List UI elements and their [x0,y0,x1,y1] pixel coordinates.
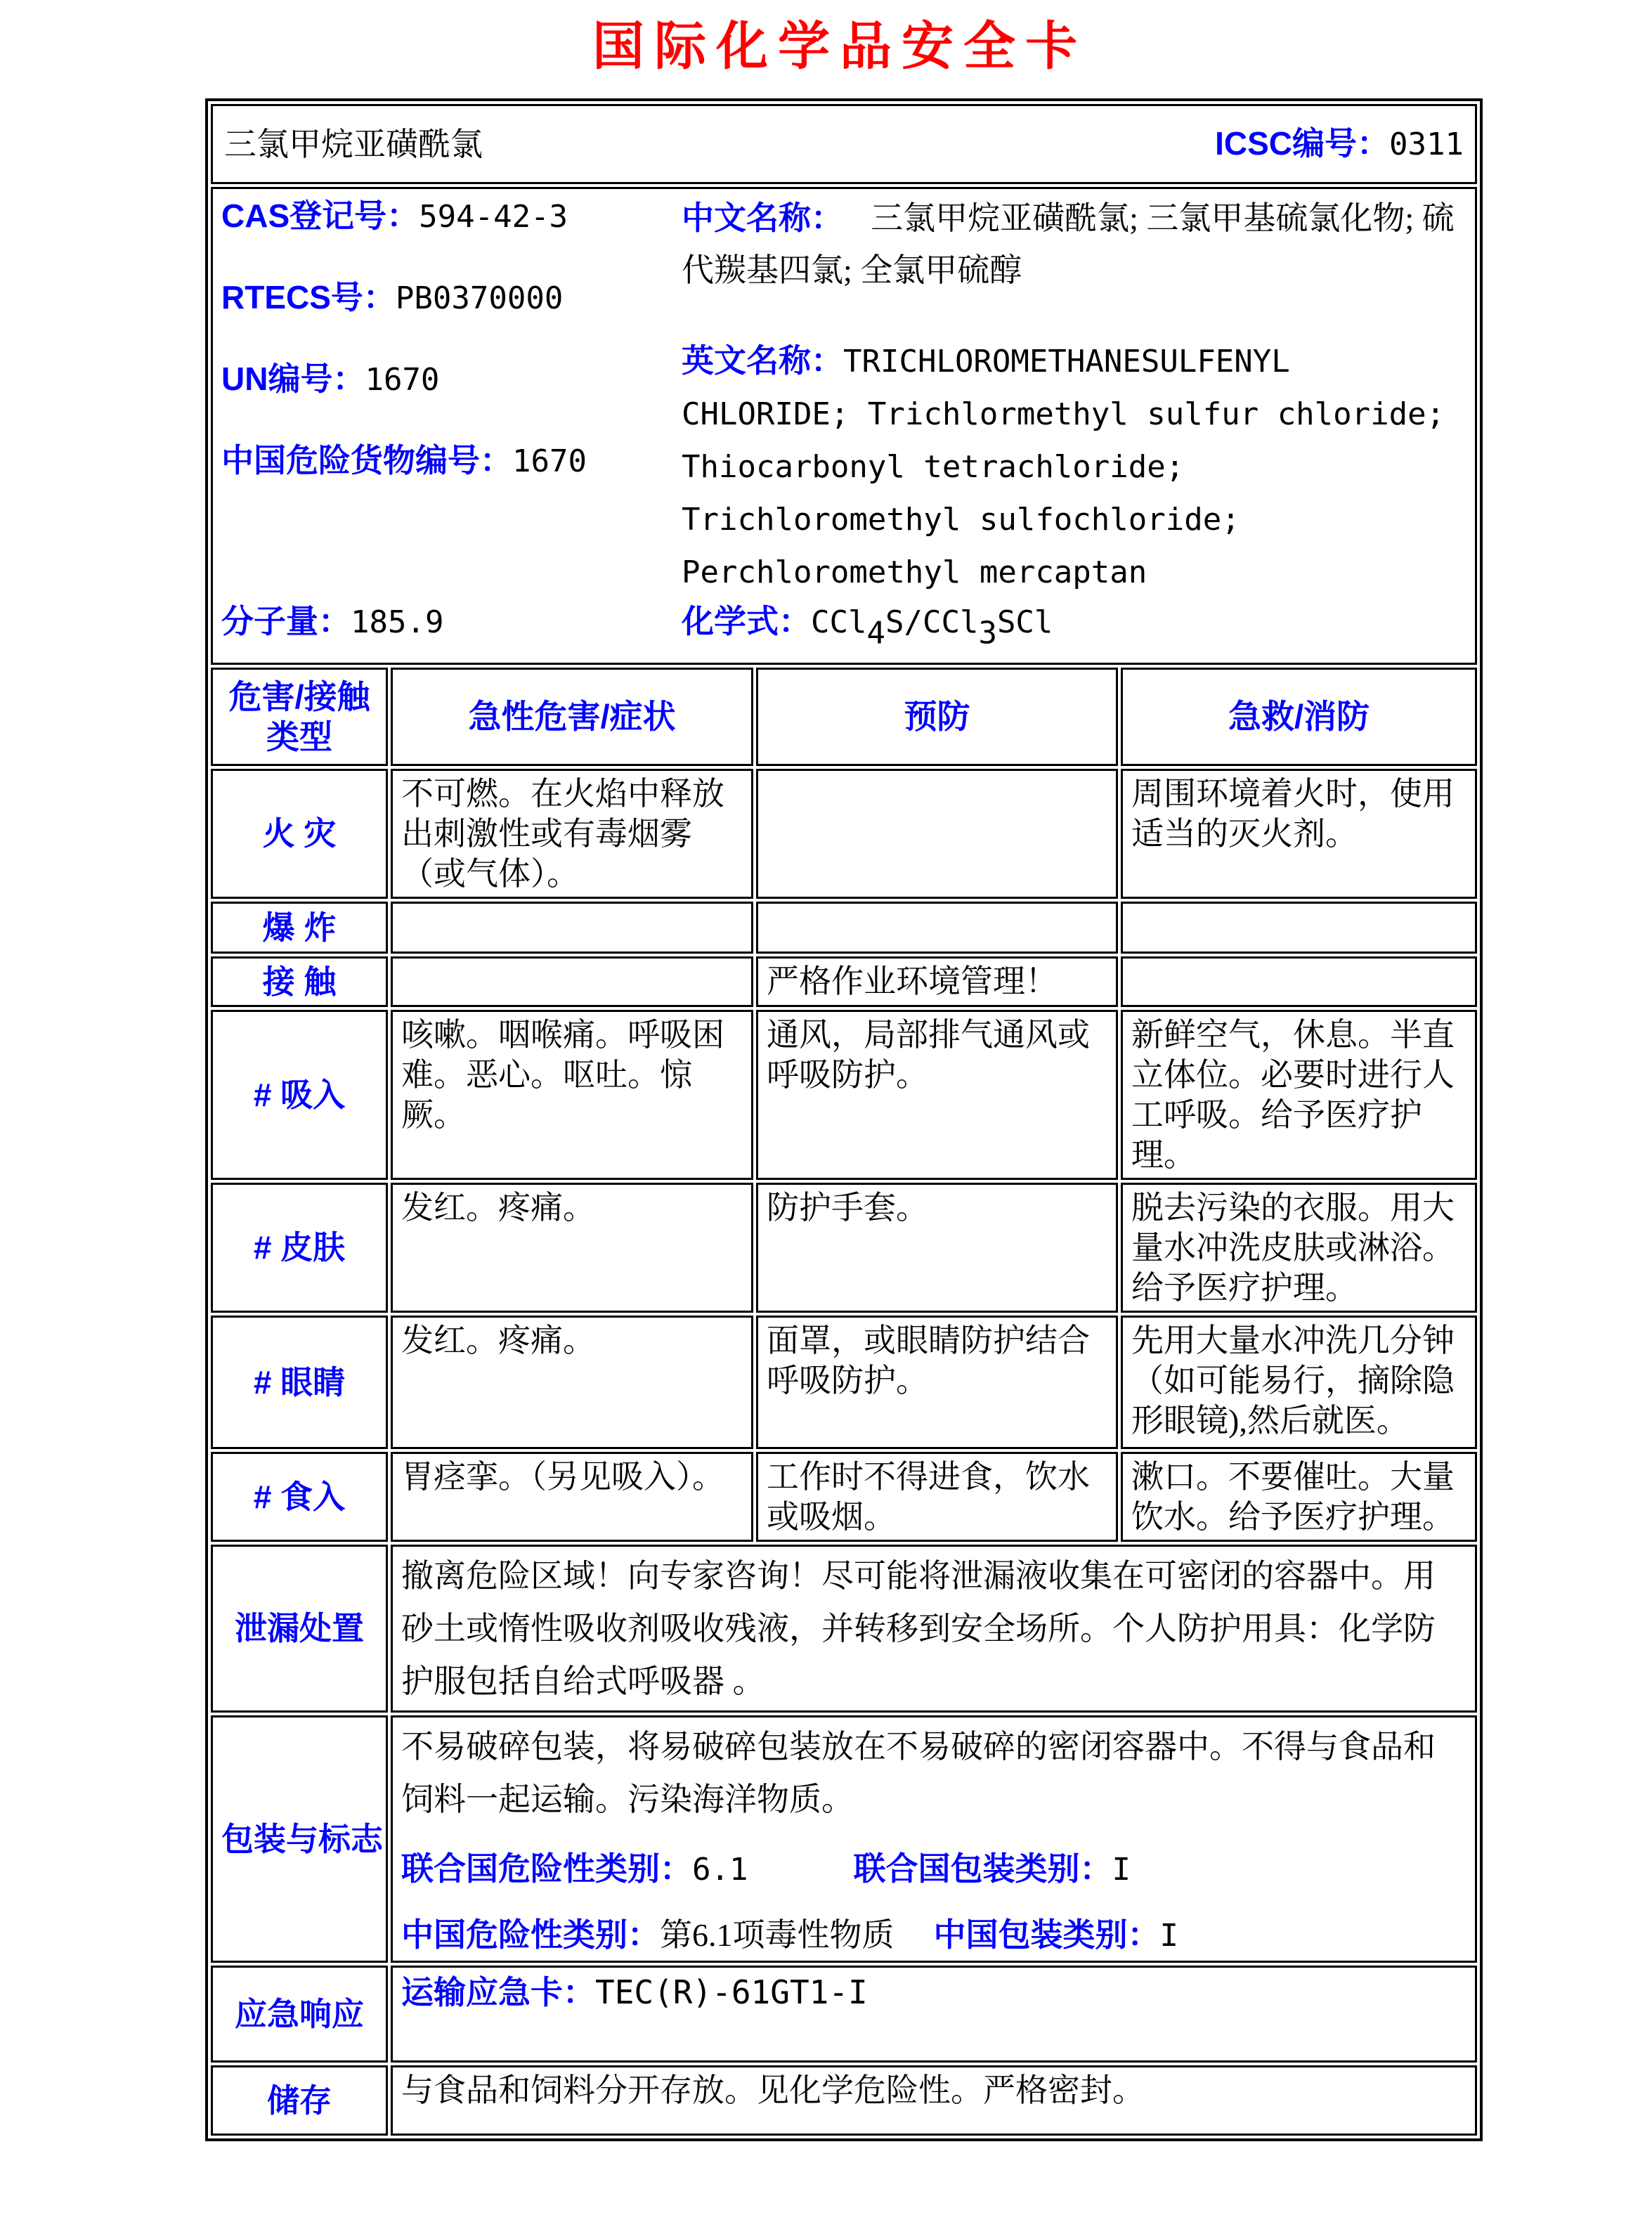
row-label-emergency: 应急响应 [211,1966,388,2063]
row-spillage [211,1545,1477,1713]
header-acute-hazards: 急性危害/症状 [391,668,753,766]
icsc-card-table [205,98,1483,2141]
storage-text-cell: 与食品和饲料分开存放。见化学危险性。严格密封。 [391,2065,1477,2136]
row-label-ingestion: # 食入 [211,1452,388,1542]
en-name-label: 英文名称： [682,342,843,379]
page-title: 国际化学品安全卡 [592,17,1087,75]
skin-symptoms-cell: 发红。疼痛。 [391,1183,753,1313]
row-label-eyes: # 眼睛 [211,1316,388,1449]
title-bar-cell [211,104,1477,184]
formula-subscript-3: 3 [978,615,997,651]
table-header-row [211,668,1477,766]
row-label-fire: 火 灾 [211,769,388,899]
un-hazard-class-label: 联合国危险性类别： [401,1850,692,1888]
english-name-paragraph [682,335,1466,599]
cn-packing-group-value: I [1159,1918,1178,1954]
skin-firstaid-cell: 脱去污染的衣服。用大量水冲洗皮肤或淋浴。给予医疗护理。 [1121,1183,1477,1313]
header-firstaid-firefighting: 急救/消防 [1121,668,1477,766]
cn-packing-group-label: 中国包装类别： [933,1916,1160,1954]
fire-firstaid-cell: 周围环境着火时，使用适当的灭火剂。 [1121,769,1477,899]
cn-hazard-class-value: 第6.1项毒性物质 [660,1917,895,1954]
row-packaging [211,1715,1477,1963]
cn-dg-value: 1670 [512,443,587,479]
icsc-card-page [205,11,1474,2141]
row-exposure [211,956,1477,1007]
eyes-symptoms-cell: 发红。疼痛。 [391,1316,753,1449]
row-storage [211,2065,1477,2136]
row-label-skin: # 皮肤 [211,1183,388,1313]
row-label-exposure: 接 触 [211,956,388,1007]
row-label-inhalation: # 吸入 [211,1010,388,1180]
row-label-explosion: 爆 炸 [211,902,388,954]
inhalation-prevention-cell: 通风，局部排气通风或呼吸防护。 [756,1010,1118,1180]
ingestion-symptoms-cell: 胃痉挛。（另见吸入）。 [391,1452,753,1542]
registry-numbers-block [221,192,682,599]
chemical-name: 三氯甲烷亚磺酰氯 [224,126,483,162]
skin-prevention-cell: 防护手套。 [756,1183,1118,1313]
rtecs-value: PB0370000 [395,280,564,316]
ingestion-prevention-cell: 工作时不得进食，饮水或吸烟。 [756,1452,1118,1542]
icsc-number: 0311 [1389,126,1464,162]
identifiers-cell [211,187,1477,665]
cas-label: CAS登记号： [221,197,419,234]
transport-emergency-card-line [401,1970,1466,2015]
rtecs-label: RTECS号： [221,279,396,316]
row-explosion [211,902,1477,954]
identifiers-row [211,187,1477,665]
icsc-number-group [1215,124,1464,164]
cn-name-label: 中文名称： [682,200,843,236]
un-number-line [221,359,682,400]
packaging-text: 不易破碎包装，将易破碎包装放在不易破碎的密闭容器中。不得与食品和饲料一起运输。污染海洋物质。 [401,1729,1436,1818]
inhalation-firstaid-cell: 新鲜空气，休息。半直立体位。必要时进行人工呼吸。给予医疗护理。 [1121,1010,1477,1180]
names-block [682,192,1466,599]
transport-card-value: TEC(R)-61GT1-I [595,1973,868,2012]
row-label-spillage: 泄漏处置 [211,1545,388,1713]
row-emergency [211,1966,1477,2063]
formula-value: CCl4S/CCl3SCl [811,604,1053,651]
emergency-cell [391,1966,1477,2063]
mw-value: 185.9 [351,604,444,640]
un-label: UN编号： [221,361,365,397]
icsc-label: ICSC编号： [1215,125,1390,162]
title-bar [221,109,1466,179]
cn-dangerous-goods-line [221,441,682,481]
packaging-cell [391,1715,1477,1963]
un-classification-line [401,1847,1466,1892]
un-hazard-class-value: 6.1 [692,1852,748,1888]
cas-number-line [221,196,682,237]
cn-hazard-class-label: 中国危险性类别： [401,1916,660,1954]
chinese-name-paragraph [682,192,1466,297]
formula-label: 化学式： [682,603,811,639]
ingestion-firstaid-cell: 漱口。不要催吐。大量饮水。给予医疗护理。 [1121,1452,1477,1542]
eyes-firstaid-cell: 先用大量水冲洗几分钟 （如可能易行，摘除隐形眼镜),然后就医。 [1121,1316,1477,1449]
explosion-symptoms-cell [391,902,753,954]
eyes-prevention-cell: 面罩，或眼睛防护结合呼吸防护。 [756,1316,1118,1449]
chemical-formula-line [682,599,1053,656]
cn-dg-label: 中国危险货物编号： [221,442,512,479]
en-name-value: TRICHLOROMETHANESULFENYL CHLORIDE; Trichlormethyl sulfur chloride; Thiocarbonyl tetrachloride; Trichloromethyl sulfochloride; Perchloromethyl mercaptan [682,344,1445,590]
formula-subscript-4: 4 [866,615,885,651]
row-label-storage: 储存 [211,2065,388,2136]
exposure-symptoms-cell [391,956,753,1007]
fire-prevention-cell [756,769,1118,899]
title-bar-row [211,104,1477,184]
explosion-prevention-cell [756,902,1118,954]
transport-card-label: 运输应急卡： [401,1974,595,2011]
cn-name-value: 三氯甲烷亚磺酰氯; 三氯甲基硫氯化物; 硫代羰基四氯; 全氯甲硫醇 [682,200,1455,288]
cas-value: 594-42-3 [419,199,568,235]
exposure-firstaid-cell [1121,956,1477,1007]
header-prevention: 预防 [756,668,1118,766]
inhalation-symptoms-cell: 咳嗽。咽喉痛。呼吸困难。恶心。呕吐。惊厥。 [391,1010,753,1180]
mw-label: 分子量： [221,603,351,639]
rtecs-number-line [221,278,682,318]
molecular-weight-line [221,599,682,656]
exposure-prevention-cell: 严格作业环境管理！ [756,956,1118,1007]
un-packing-group-value: I [1112,1852,1131,1888]
cn-classification-line [401,1913,1466,1958]
row-skin [211,1183,1477,1313]
un-packing-group-label: 联合国包装类别： [853,1850,1112,1888]
row-label-packaging: 包装与标志 [211,1715,388,1963]
identifiers-wrap [221,192,1466,660]
un-value: 1670 [365,362,440,398]
fire-symptoms-cell: 不可燃。在火焰中释放出刺激性或有毒烟雾（或气体）。 [391,769,753,899]
explosion-firstaid-cell [1121,902,1477,954]
row-eyes [211,1316,1477,1449]
spillage-text-cell: 撤离危险区域！向专家咨询！尽可能将泄漏液收集在可密闭的容器中。用砂土或惰性吸收剂吸收残液，并转移到安全场所。个人防护用具：化学防护服包括自给式呼吸器 。 [391,1545,1477,1713]
row-inhalation [211,1010,1477,1180]
row-ingestion [211,1452,1477,1542]
header-hazard-type: 危害/接触 类型 [211,668,388,766]
row-fire [211,769,1477,899]
